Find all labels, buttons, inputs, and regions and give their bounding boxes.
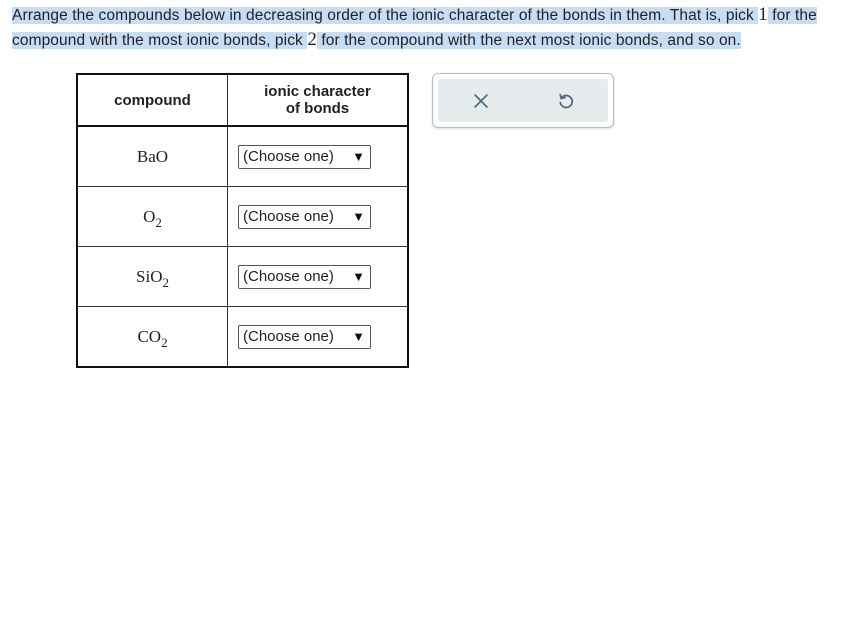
dropdown-arrow-icon: ▼ <box>352 149 365 164</box>
select-value: (Choose one) <box>243 328 334 345</box>
rank-select-bao[interactable] <box>238 145 371 169</box>
prompt-text-2: for the compound with the most ionic bonds, pick <box>12 7 817 49</box>
header-ionic-line2: of bonds <box>285 100 350 117</box>
compound-cell <box>77 126 228 187</box>
table-header-row <box>77 74 408 126</box>
toolbox-panel <box>438 79 608 122</box>
clear-button[interactable] <box>466 86 496 116</box>
select-cell <box>228 247 409 307</box>
compound-cell <box>77 307 228 368</box>
prompt-number-1: 1 <box>758 4 768 25</box>
compound-formula-bao <box>137 147 168 166</box>
answer-toolbox <box>432 73 614 128</box>
prompt-text-3: for the compound with the next most ionic bonds, and so on. <box>316 32 741 49</box>
compound-cell <box>77 187 228 247</box>
prompt-text-1: Arrange the compounds below in decreasing order of the ionic character of the bonds in them. That is, pick <box>12 7 759 24</box>
compound-table <box>76 73 409 368</box>
reset-button[interactable] <box>551 86 581 116</box>
dropdown-arrow-icon: ▼ <box>352 209 365 224</box>
formula-base: SiO <box>136 266 163 286</box>
select-cell <box>228 307 409 368</box>
compound-cell <box>77 247 228 307</box>
question-prompt <box>12 3 842 53</box>
header-ionic-character <box>228 74 409 126</box>
compound-formula-o2 <box>143 206 162 230</box>
table-row <box>77 187 408 247</box>
formula-base: O <box>143 206 156 226</box>
compound-formula-co2 <box>137 326 168 350</box>
close-icon <box>473 93 489 109</box>
rank-select-o2[interactable] <box>238 205 371 229</box>
select-value: (Choose one) <box>243 208 334 225</box>
compound-formula-sio2 <box>136 266 169 290</box>
select-cell <box>228 187 409 247</box>
header-compound: compound <box>77 74 228 126</box>
table-row <box>77 247 408 307</box>
table-row <box>77 126 408 187</box>
select-cell <box>228 126 409 187</box>
prompt-number-2: 2 <box>307 29 317 50</box>
dropdown-arrow-icon: ▼ <box>352 329 365 344</box>
undo-icon <box>557 92 575 110</box>
formula-base: BaO <box>136 146 169 166</box>
formula-base: CO <box>137 326 162 346</box>
rank-select-co2[interactable] <box>238 325 371 349</box>
dropdown-arrow-icon: ▼ <box>352 269 365 284</box>
table-row <box>77 307 408 368</box>
rank-select-sio2[interactable] <box>238 265 371 289</box>
select-value: (Choose one) <box>243 268 334 285</box>
formula-subscript: 2 <box>161 334 168 350</box>
header-ionic-line1: ionic character <box>264 83 371 100</box>
select-value: (Choose one) <box>243 148 334 165</box>
formula-subscript: 2 <box>162 274 169 290</box>
formula-subscript: 2 <box>155 214 162 230</box>
